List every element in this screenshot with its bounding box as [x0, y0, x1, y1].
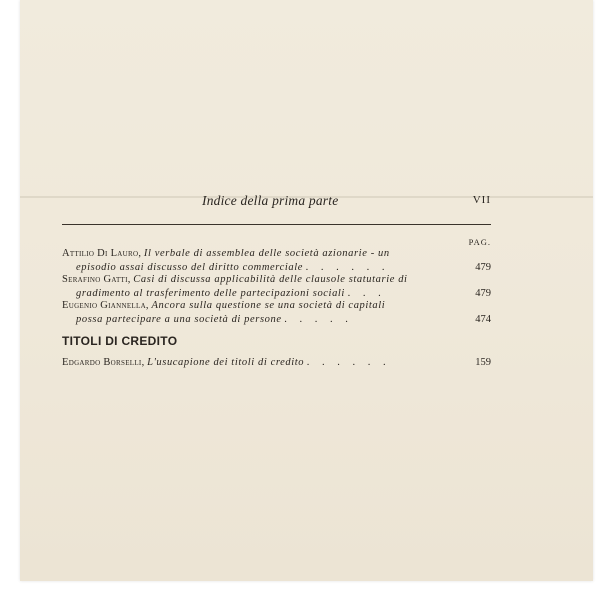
toc-entry-title: Ancora sulla questione se una società di capitali — [151, 300, 386, 311]
toc-entry — [62, 299, 491, 326]
toc-entry-title-continued: episodio assai discusso del diritto commerciale — [76, 261, 304, 273]
toc-entry-page: 474 — [475, 313, 491, 325]
header-rule — [62, 224, 491, 225]
toc-entry-author: Edgardo Borselli, — [62, 357, 145, 368]
running-header-title: Indice della prima parte — [202, 193, 339, 208]
toc-entry — [62, 273, 491, 300]
toc-entry-page: 479 — [475, 287, 491, 299]
running-header-page-number: VII — [472, 194, 491, 206]
toc-entry-author: Attilio Di Lauro, — [62, 248, 142, 259]
toc-entry-title: L'usucapione dei titoli di credito — [147, 357, 305, 368]
page-column-label: PAG. — [468, 237, 491, 247]
toc-entry-dot-leader: . . . . . — [284, 313, 353, 325]
toc-entry-line-2 — [62, 313, 491, 327]
toc-entry-line-2 — [62, 261, 491, 275]
toc-entry-title: Casi di discussa applicabilità delle clausole statutarie di — [133, 274, 408, 285]
toc-entry-author: Serafino Gatti, — [62, 274, 131, 285]
toc-entry-line-1 — [62, 273, 491, 287]
toc-entry — [62, 356, 491, 370]
toc-entry-line-1 — [62, 247, 491, 261]
toc-entry-title-continued: possa partecipare a una società di persone — [76, 313, 282, 325]
toc-entry-author: Eugenio Giannella, — [62, 300, 149, 311]
toc-entry-dot-leader: . . . — [347, 287, 386, 299]
toc-entry-line-1 — [62, 356, 491, 370]
toc-entry-page: 159 — [475, 357, 491, 368]
toc-entry-title: Il verbale di assemblea delle società azionarie - un — [143, 248, 390, 259]
toc-entry-line-2 — [62, 287, 491, 301]
toc-entry-dot-leader: . . . . . . — [305, 261, 390, 273]
toc-entry-title-continued: gradimento al trasferimento delle partecipazioni sociali — [76, 287, 345, 299]
section-heading: TITOLI DI CREDITO — [62, 334, 178, 348]
toc-entry-page: 479 — [475, 261, 491, 273]
toc-entry — [62, 247, 491, 274]
toc-entry-dot-leader: . . . . . . — [306, 357, 391, 368]
toc-entry-line-1 — [62, 299, 491, 313]
